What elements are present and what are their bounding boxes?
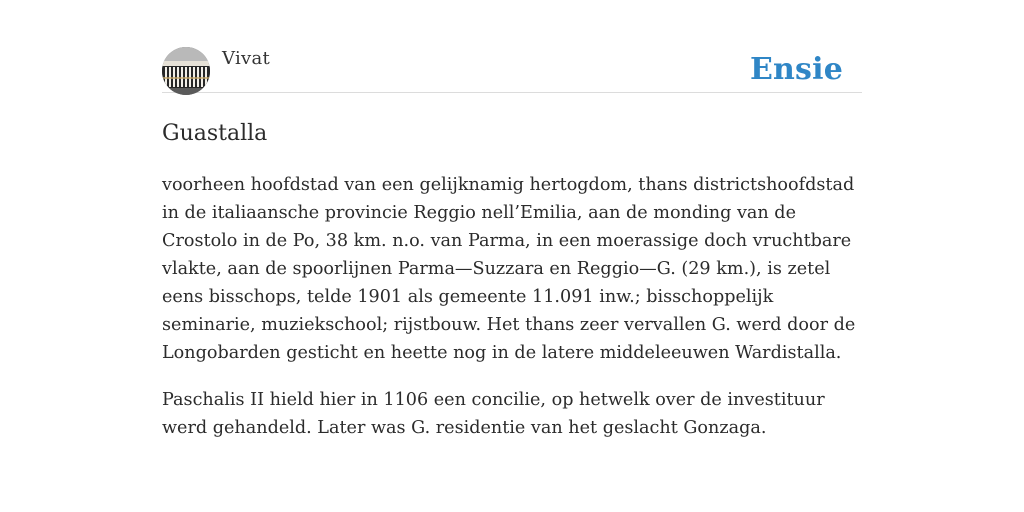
source-avatar[interactable] (162, 47, 210, 95)
book-spines-icon (162, 47, 210, 95)
header (162, 46, 862, 93)
brand-logo[interactable]: Ensie (749, 52, 843, 87)
article-paragraph-1: voorheen hoofdstad van een gelijknamig hertogdom, thans districtshoofdstad in de italiaansche provincie Reggio nell’Emilia, aan de monding van de Crostolo in de Po, 38 km. n.o. van Parma, in een moerassige doch vruchtbare vlakte, aan de spoorlijnen Parma—Suzzara en Reggio—G. (29 km.), is zetel eens bisschops, telde 1901 als gemeente 11.091 inw.; bisschoppelijk seminarie, muziekschool; rijstbouw. Het thans zeer vervallen G. werd door de Longobarden gesticht en heette nog in de latere middeleeuwen Wardistalla. (162, 175, 856, 363)
article-paragraph-2: Paschalis II hield hier in 1106 een concilie, op hetwelk over de investituur werd gehandeld. Later was G. residentie van het geslacht Gonzaga. (162, 390, 825, 438)
page-title: Guastalla (162, 121, 268, 146)
article-container (162, 46, 862, 442)
source-name[interactable]: Vivat (222, 48, 271, 69)
